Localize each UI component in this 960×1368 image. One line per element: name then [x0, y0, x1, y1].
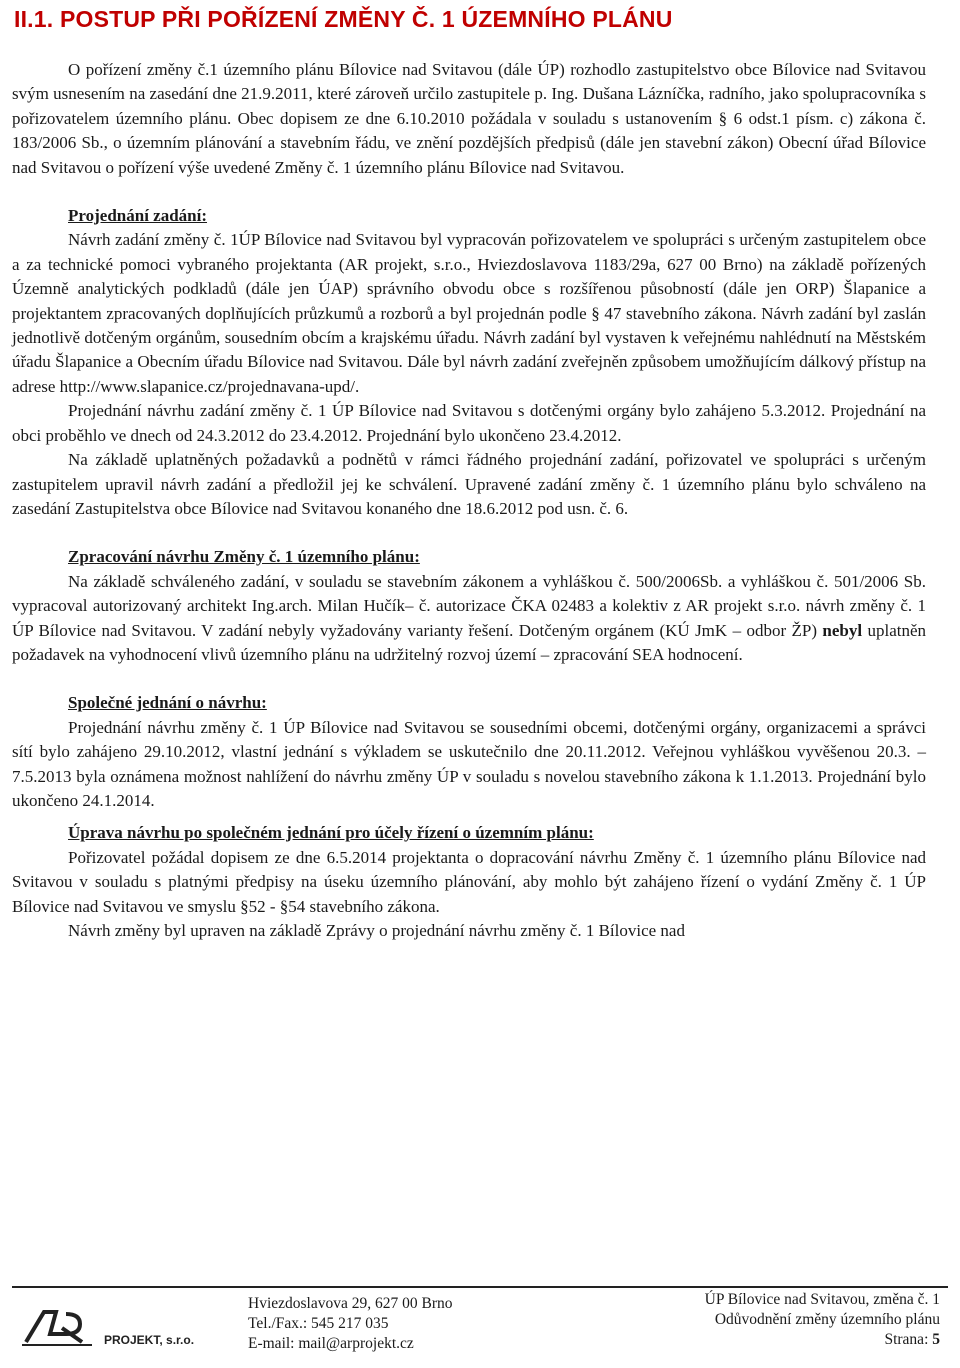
- section-title-spolecne-jednani: Společné jednání o návrhu:: [68, 693, 267, 713]
- intro-paragraph: O pořízení změny č.1 územního plánu Bílovice nad Svitavou (dále ÚP) rozhodlo zastupitelstvo obce Bílovice nad Svitavou svým usnesením na zasedání dne 21.9.2011, které zároveň určilo zastupitele p. Ing. Dušana Lázníčka, radního, jako spolupracovníka s pořizovatelem územního plánu. Obec dopisem ze dne 6.10.2010 požádala v souladu s ustanovením § 6 odst.1 písm. c) zákona č. 183/2006 Sb., o územním plánování a stavebním řádu, ve znění pozdějších předpisů (dále jen stavební zákon) Obecní úřad Bílovice nad Svitavou o pořízení výše uvedené Změny č. 1 územního plánu Bílovice nad Svitavou.: [12, 60, 926, 177]
- zadani-paragraph-3: Na základě uplatněných požadavků a podnětů v rámci řádného projednání zadání, pořizovatel ve spolupráci s určeným zastupitelem upravil návrh zadání a předložil jej ke schválení. Upravené zadání změny č. 1 územního plánu bylo schváleno na zasedání Zastupitelstva obce Bílovice nad Svitavou konaného dne 18.6.2012 pod usn. č. 6.: [12, 450, 926, 518]
- uprava-paragraph-2: Návrh změny byl upraven na základě Zprávy o projednání návrhu změny č. 1 Bílovice nad: [68, 921, 685, 940]
- section-title-uprava: Úprava návrhu po společném jednání pro účely řízení o územním plánu:: [68, 823, 594, 843]
- section-heading: II.1. POSTUP PŘI POŘÍZENÍ ZMĚNY Č. 1 ÚZEMNÍHO PLÁNU: [14, 6, 673, 32]
- ar-projekt-logo: [22, 1304, 212, 1348]
- footer-divider: [12, 1286, 948, 1288]
- footer-contact: [248, 1294, 548, 1354]
- zadani-paragraph-1: Návrh zadání změny č. 1ÚP Bílovice nad Svitavou byl vypracován pořizovatelem ve spolupráci s určeným zastupitelem obce a za technické pomoci vybraného projektanta (AR projekt, s.r.o., Hviezdoslavova 1183/29a, 627 00 Brno) na základě pořízených Územně analytických podkladů (dále jen ÚAP) správního obvodu obce s rozšířenou působností (dále jen ORP) Šlapanice a projektantem zpracovaných doplňujících průzkumů a rozborů a byl projednán podle § 47 stavebního zákona. Návrh zadání byl zaslán jednotlivě dotčeným orgánům, sousedním obcím a krajskému úřadu. Návrh zadání byl vystaven k veřejnému nahlédnutí na Městském úřadu Šlapanice a Obecním úřadu Bílovice nad Svitavou. Dále byl návrh zadání zveřejněn způsobem umožňujícím dálkový přístup na adrese http://www.slapanice.cz/projednavana-upd/.: [12, 230, 926, 396]
- logo-text: PROJEKT, s.r.o.: [104, 1333, 195, 1347]
- section-title-zpracovani: Zpracování návrhu Změny č. 1 územního plánu:: [68, 547, 420, 567]
- spolecne-jednani-paragraph: Projednání návrhu změny č. 1 ÚP Bílovice nad Svitavou se sousedními obcemi, dotčenými orgány, organizacemi a správci sítí bylo zahájeno 29.10.2012, vlastní jednání s výkladem se uskutečnilo dne 20.11.2012. Veřejnou vyhláškou vyvěšenou 20.3. – 7.5.2013 byla oznámena možnost nahlížení do návrhu změny ÚP v souladu s novelou stavebního zákona k 1.1.2013. Projednání bylo ukončeno 24.1.2014.: [12, 717, 926, 810]
- footer-doc-info: [580, 1290, 940, 1350]
- document-body: [12, 58, 926, 943]
- footer-page-number: Strana: 5: [884, 1331, 940, 1348]
- page-footer: [12, 1282, 948, 1362]
- footer-address: Hviezdoslavova 29, 627 00 Brno: [248, 1295, 453, 1312]
- footer-phone: Tel./Fax.: 545 217 035: [248, 1315, 389, 1332]
- footer-doc-title: ÚP Bílovice nad Svitavou, změna č. 1: [704, 1291, 940, 1308]
- zpracovani-paragraph: Na základě schváleného zadání, v souladu se stavebním zákonem a vyhláškou č. 500/2006Sb. a vyhláškou č. 501/2006 Sb. vypracoval autorizovaný architekt Ing.arch. Milan Hučík– č. autorizace ČKA 02483 a kolektiv z AR projekt s.r.o. návrh změny č. 1 ÚP Bílovice nad Svitavou. V zadání nebyly vyžadovány varianty řešení. Dotčeným orgánem (KÚ JmK – odbor ŽP) nebyl uplatněn požadavek na vyhodnocení vlivů územního plánu na udržitelný rozvoj území – zpracování SEA hodnocení.: [12, 571, 927, 664]
- section-title-zadani: Projednání zadání:: [68, 206, 208, 226]
- footer-doc-subtitle: Odůvodnění změny územního plánu: [714, 1311, 940, 1328]
- uprava-paragraph-1: Pořizovatel požádal dopisem ze dne 6.5.2014 projektanta o dopracování návrhu Změny č. 1 územního plánu Bílovice nad Svitavou v souladu s platnými předpisy na úseku územního plánování, aby mohlo být zahájeno řízení o vydání Změny č. 1 ÚP Bílovice nad Svitavou ve smyslu §52 - §54 stavebního zákona.: [12, 847, 926, 916]
- zadani-paragraph-2: Projednání návrhu zadání změny č. 1 ÚP Bílovice nad Svitavou s dotčenými orgány bylo zahájeno 5.3.2012. Projednání na obci proběhlo ve dnech od 24.3.2012 do 23.4.2012. Projednání bylo ukončeno 23.4.2012.: [12, 401, 926, 445]
- footer-email: E-mail: mail@arprojekt.cz: [248, 1335, 414, 1352]
